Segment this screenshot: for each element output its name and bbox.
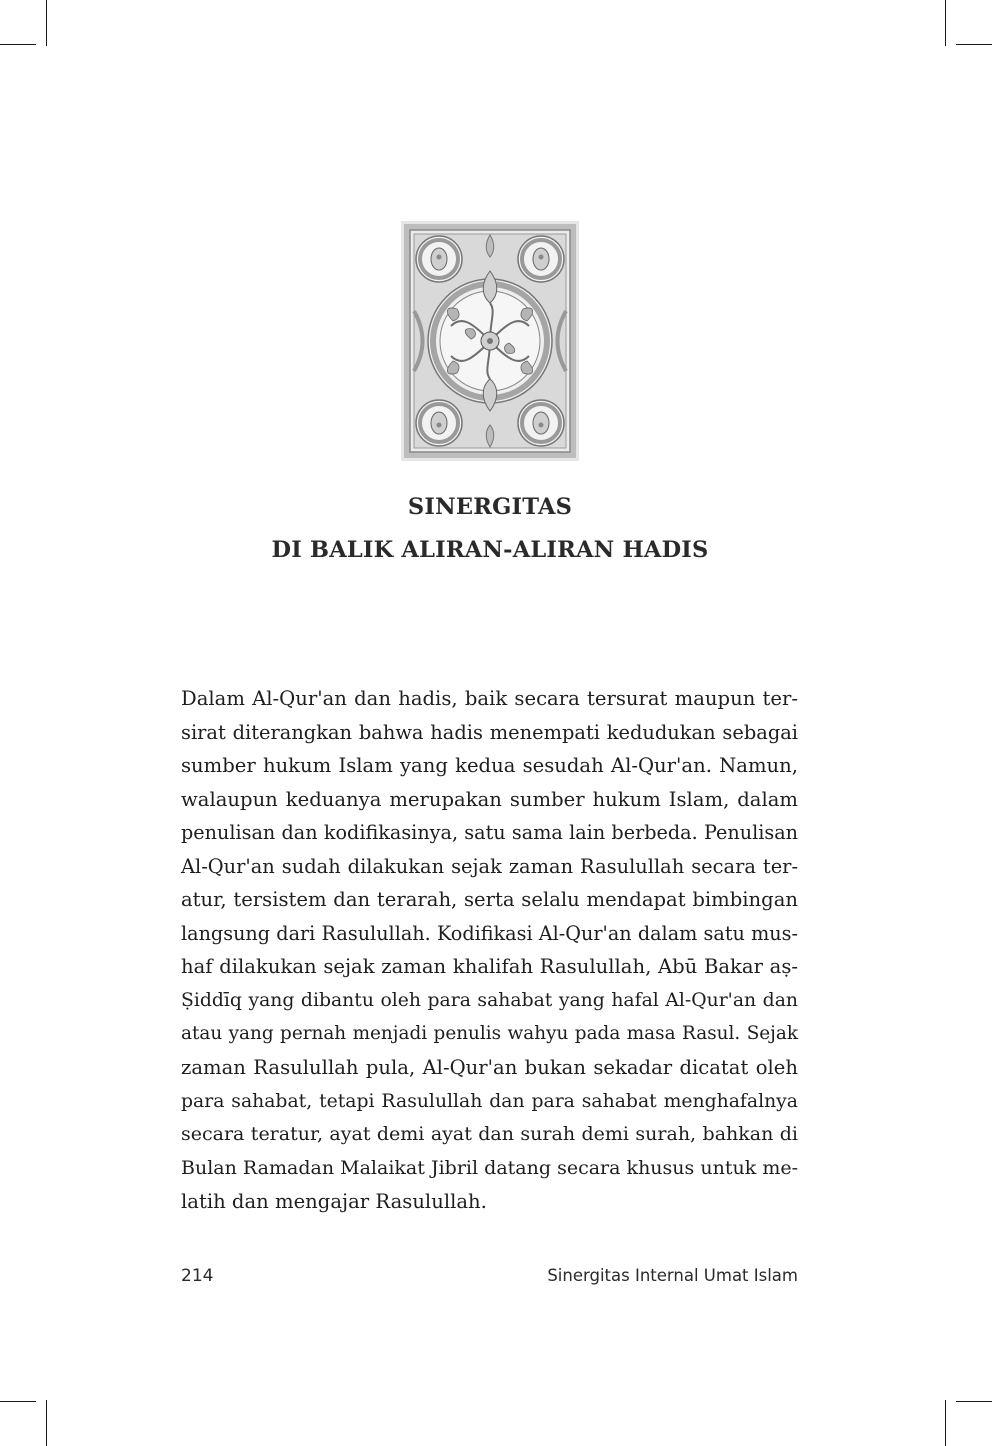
- paragraph-line: latih dan mengajar Rasulullah.: [181, 1190, 487, 1214]
- page-number: 214: [181, 1266, 214, 1286]
- floral-arabesque-ornament-icon: [401, 221, 579, 461]
- paragraph-line: para sahabat, tetapi Rasulullah dan para sahabat menghafalnya: [181, 1090, 798, 1112]
- paragraph-line: secara teratur, ayat demi ayat dan surah demi surah, bahkan di: [181, 1123, 798, 1146]
- chapter-title-line-2: DI BALIK ALIRAN-ALIRAN HADIS: [271, 537, 709, 563]
- crop-mark-top-right-vertical: [945, 0, 946, 46]
- paragraph-line: walaupun keduanya merupakan sumber hukum Islam, dalam: [181, 787, 798, 811]
- crop-mark-top-right-horizontal: [956, 44, 992, 45]
- paragraph-line: zaman Rasulullah pula, Al-Qur'an bukan sekadar dicatat oleh: [181, 1056, 798, 1080]
- paragraph-line: Al-Qur'an sudah dilakukan sejak zaman Rasulullah secara ter-: [181, 854, 798, 878]
- crop-mark-bottom-left-horizontal: [0, 1401, 36, 1402]
- chapter-title-line-1: SINERGITAS: [407, 494, 573, 520]
- paragraph-line: haf dilakukan sejak zaman khalifah Rasulullah, Abū Bakar aṣ-: [181, 955, 798, 979]
- paragraph-line: Dalam Al-Qur'an dan hadis, baik secara tersurat maupun ter-: [181, 687, 798, 710]
- paragraph-line: Ṣiddīq yang dibantu oleh para sahabat yang hafal Al-Qur'an dan: [181, 989, 798, 1011]
- crop-mark-top-left-horizontal: [0, 44, 36, 45]
- paragraph-line: penulisan dan kodifikasinya, satu sama lain berbeda. Penulisan: [181, 821, 798, 845]
- running-footer-title: Sinergitas Internal Umat Islam: [547, 1266, 798, 1285]
- paragraph-line: atur, tersistem dan terarah, serta selalu mendapat bimbingan: [181, 888, 798, 912]
- paragraph-line: Bulan Ramadan Malaikat Jibril datang secara khusus untuk me-: [181, 1156, 798, 1179]
- crop-mark-bottom-left-vertical: [46, 1400, 47, 1446]
- crop-mark-bottom-right-horizontal: [956, 1401, 992, 1402]
- paragraph-line: sumber hukum Islam yang kedua sesudah Al-Qur'an. Namun,: [181, 754, 798, 778]
- body-paragraph: [181, 682, 798, 1219]
- crop-mark-bottom-right-vertical: [945, 1400, 946, 1446]
- paragraph-line: langsung dari Rasulullah. Kodifikasi Al-Qur'an dalam satu mus-: [181, 921, 798, 945]
- chapter-title: [0, 486, 980, 572]
- paragraph-line: atau yang pernah menjadi penulis wahyu pada masa Rasul. Sejak: [181, 1023, 798, 1045]
- paragraph-line: sirat diterangkan bahwa hadis menempati kedudukan sebagai: [181, 720, 798, 744]
- crop-mark-top-left-vertical: [46, 0, 47, 46]
